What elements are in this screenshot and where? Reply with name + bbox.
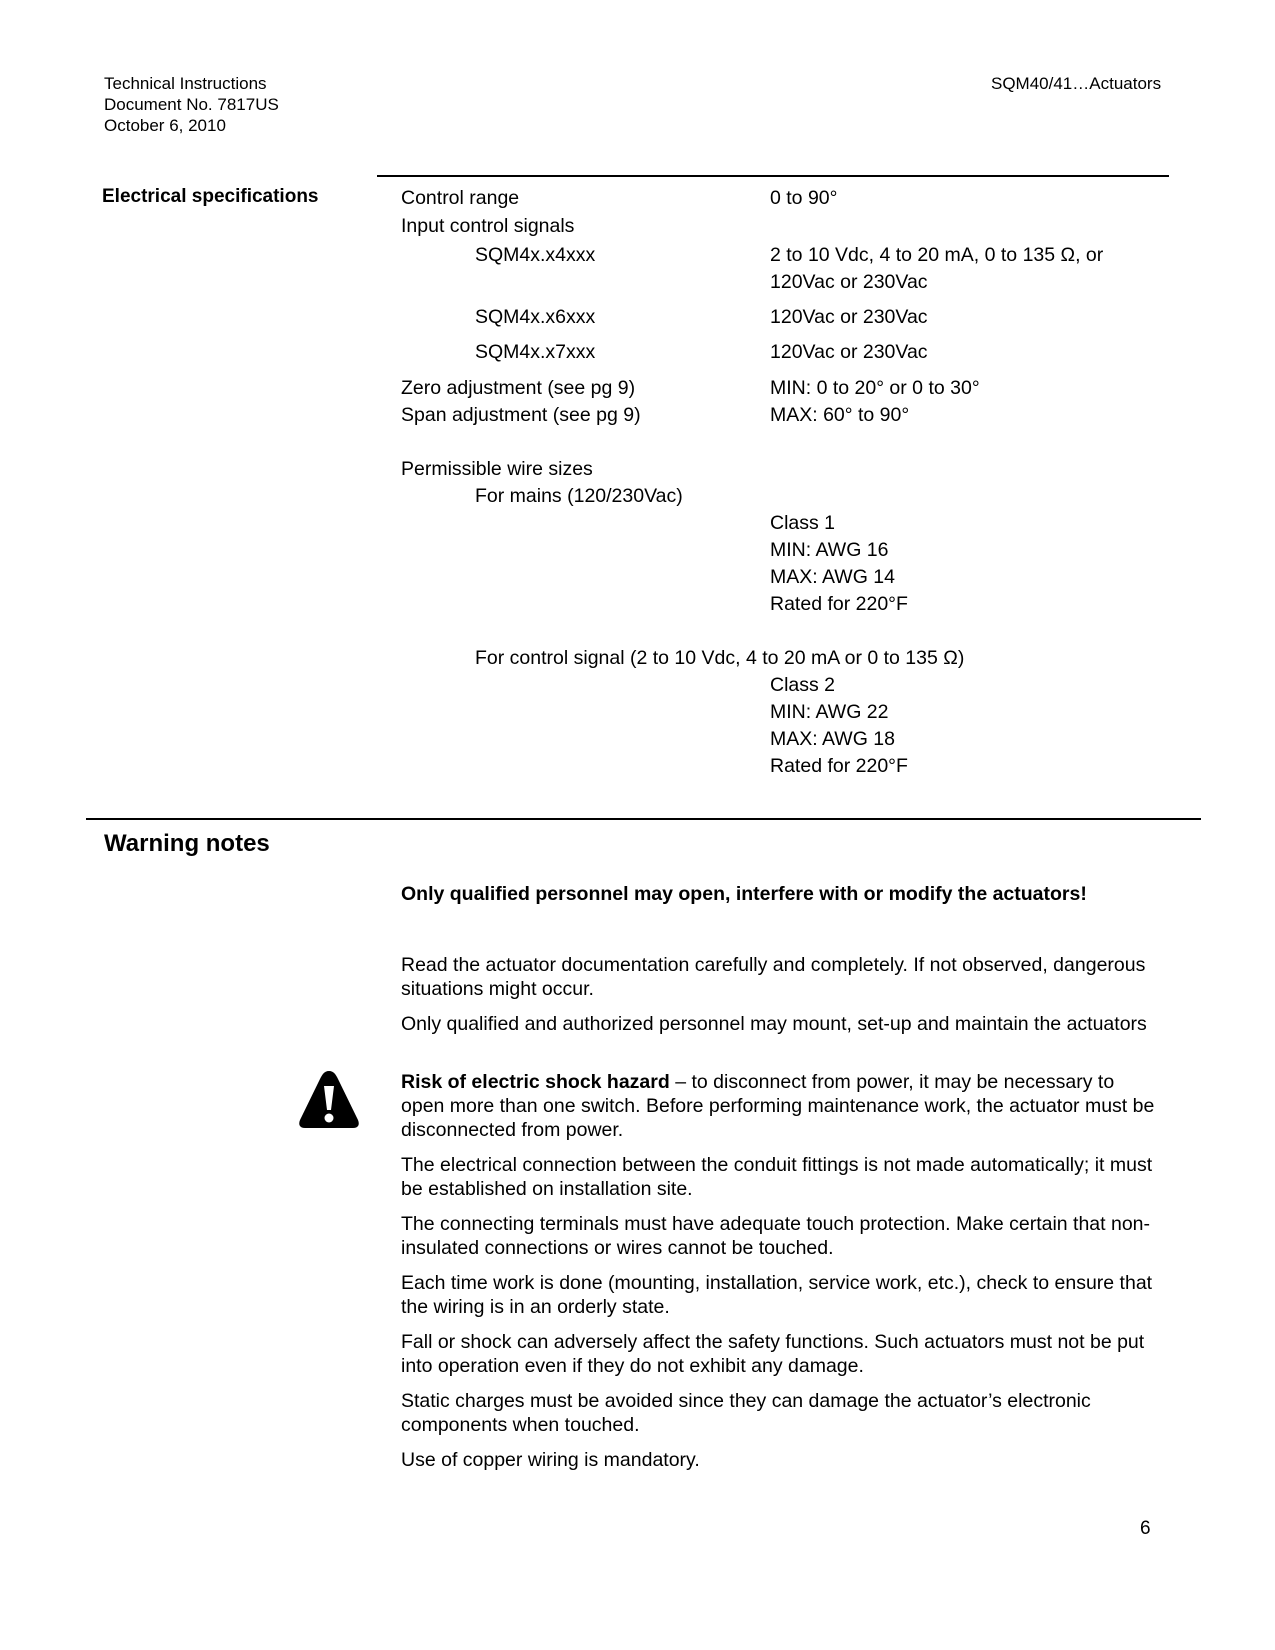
- mains-label: For mains (120/230Vac): [475, 485, 683, 507]
- spec-value: 120Vac or 230Vac: [770, 271, 928, 293]
- control-max: MAX: AWG 18: [770, 728, 895, 750]
- warning-paragraph: Fall or shock can adversely affect the safety functions. Such actuators must not be put into operation even if they do not exhibit any damage.: [401, 1331, 1145, 1377]
- spec-value: MIN: 0 to 20° or 0 to 30°: [770, 377, 980, 399]
- warning-paragraph: Only qualified and authorized personnel may mount, set-up and maintain the actuators: [401, 1013, 1147, 1035]
- warning-lead: Only qualified personnel may open, interfere with or modify the actuators!: [401, 883, 1087, 905]
- warning-paragraph: Read the actuator documentation carefully and completely. If not observed, dangerous situations might occur.: [401, 954, 1146, 1000]
- spec-value: 2 to 10 Vdc, 4 to 20 mA, 0 to 135 Ω, or: [770, 244, 1104, 266]
- document-header-right: SQM40/41…Actuators: [991, 74, 1162, 93]
- warning-paragraph: The electrical connection between the conduit fittings is not made automatically; it must be established on installation site.: [401, 1154, 1153, 1200]
- mains-max: MAX: AWG 14: [770, 566, 895, 588]
- spec-label: Span adjustment (see pg 9): [401, 404, 641, 426]
- mains-class: Class 1: [770, 512, 836, 534]
- document-header-left: [104, 73, 279, 136]
- doc-number: Document No. 7817US: [104, 95, 279, 114]
- spec-label: SQM4x.x6xxx: [475, 306, 596, 328]
- warning-paragraph: Use of copper wiring is mandatory.: [401, 1449, 700, 1471]
- spec-label: SQM4x.x7xxx: [475, 341, 596, 363]
- spec-label: Zero adjustment (see pg 9): [401, 377, 636, 399]
- warning-paragraph: The connecting terminals must have adequate touch protection. Make certain that non-insulated connections or wires cannot be touched.: [401, 1213, 1151, 1259]
- spec-label: Input control signals: [401, 215, 575, 237]
- section-divider: [86, 818, 1201, 820]
- spec-value: 120Vac or 230Vac: [770, 341, 928, 363]
- warning-paragraph: Each time work is done (mounting, installation, service work, etc.), check to ensure that the wiring is in an orderly state.: [401, 1272, 1153, 1318]
- spec-value: 0 to 90°: [770, 187, 838, 209]
- control-class: Class 2: [770, 674, 836, 696]
- section-title-warning: Warning notes: [104, 830, 270, 857]
- warning-triangle-icon: [297, 1068, 361, 1130]
- section-divider: [377, 175, 1169, 177]
- control-rating: Rated for 220°F: [770, 755, 908, 777]
- warning-paragraph-shock: Risk of electric shock hazard – to disconnect from power, it may be necessary to open more than one switch. Before performing maintenance work, the actuator must be disconnected from power.: [401, 1071, 1155, 1141]
- wire-sizes-title: Permissible wire sizes: [401, 458, 593, 480]
- control-label: For control signal (2 to 10 Vdc, 4 to 20 mA or 0 to 135 Ω): [475, 647, 965, 669]
- spec-value: 120Vac or 230Vac: [770, 306, 928, 328]
- mains-rating: Rated for 220°F: [770, 593, 908, 615]
- side-title-electrical: Electrical specifications: [102, 186, 319, 207]
- doc-type: Technical Instructions: [104, 74, 267, 93]
- spec-value: MAX: 60° to 90°: [770, 404, 910, 426]
- mains-min: MIN: AWG 16: [770, 539, 889, 561]
- warning-paragraph: Static charges must be avoided since they can damage the actuator’s electronic components when touched.: [401, 1390, 1091, 1436]
- spec-label: Control range: [401, 187, 520, 209]
- doc-date: October 6, 2010: [104, 116, 226, 135]
- spec-label: SQM4x.x4xxx: [475, 244, 596, 266]
- control-min: MIN: AWG 22: [770, 701, 889, 723]
- page-number: 6: [1140, 1518, 1151, 1539]
